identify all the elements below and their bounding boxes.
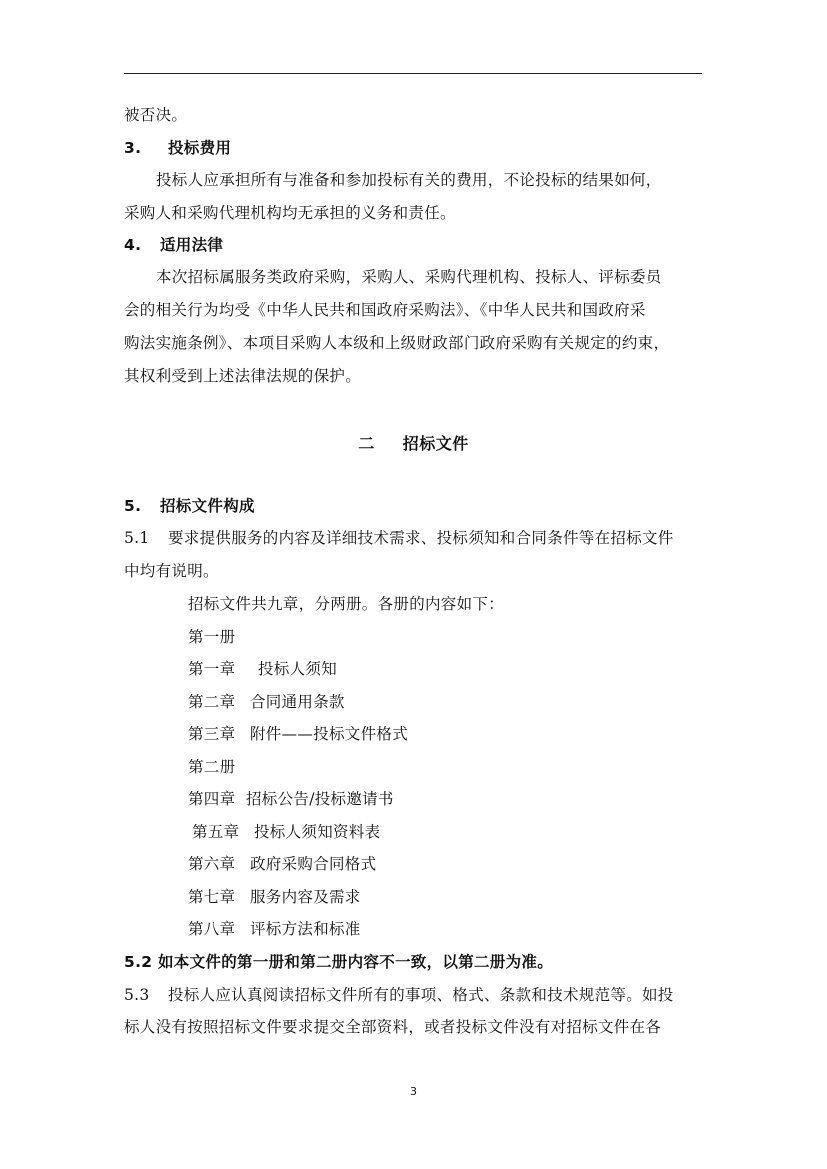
continued-text: 被否决。 [124, 106, 188, 124]
chapter-item: 第一章 投标人须知 [188, 660, 338, 678]
section-number: 5. [124, 497, 142, 515]
page-number: 3 [410, 1085, 417, 1098]
chapter-item: 第六章 政府采购合同格式 [188, 855, 377, 873]
section-4-paragraph-line-3: 购法实施条例》、本项目采购人本级和上级财政部门政府采购有关规定的约束， [124, 334, 670, 352]
composition-intro: 招标文件共九章，分两册。各册的内容如下： [188, 595, 505, 613]
section-5-heading [124, 496, 255, 516]
section-3-heading [124, 138, 231, 158]
chapter-item: 第五章 投标人须知资料表 [192, 823, 381, 841]
item-5-2: 5.2 如本文件的第一册和第二册内容不一致，以第二册为准。 [124, 953, 554, 971]
chapter-item: 第七章 服务内容及需求 [188, 888, 361, 906]
section-3-paragraph-line-1: 投标人应承担所有与准备和参加投标有关的费用，不论投标的结果如何， [156, 171, 662, 189]
header-rule [124, 73, 702, 74]
section-number: 4. [124, 236, 142, 254]
item-number: 5.3 [124, 986, 150, 1004]
item-number: 5.1 [124, 529, 150, 547]
chapter-item: 第四章 招标公告/投标邀请书 [188, 790, 394, 808]
section-title: 投标费用 [168, 139, 232, 157]
section-title: 招标文件构成 [160, 497, 255, 515]
section-title: 适用法律 [160, 236, 224, 254]
item-number: 5.2 [124, 953, 153, 971]
part-heading [0, 431, 827, 454]
item-5-3-line-1: 5.3 投标人应认真阅读招标文件所有的事项、格式、条款和技术规范等。如投 [124, 986, 674, 1004]
section-4-paragraph-line-4: 其权利受到上述法律法规的保护。 [124, 367, 362, 385]
section-3-paragraph-line-2: 采购人和采购代理机构均无承担的义务和责任。 [124, 204, 456, 222]
chapter-item: 第三章 附件——投标文件格式 [188, 725, 409, 743]
item-5-1-line-1: 5.1 要求提供服务的内容及详细技术需求、投标须知和合同条件等在招标文件 [124, 529, 674, 547]
part-title: 招标文件 [402, 434, 469, 453]
chapter-item: 第八章 评标方法和标准 [188, 920, 361, 938]
part-numeral: 二 [358, 434, 375, 453]
item-5-1-line-2: 中均有说明。 [124, 562, 219, 580]
item-5-3-line-2: 标人没有按照招标文件要求提交全部资料，或者投标文件没有对招标文件在各 [124, 1018, 662, 1036]
chapter-item: 第二章 合同通用条款 [188, 693, 345, 711]
section-4-paragraph-line-2: 会的相关行为均受《中华人民共和国政府采购法》、《中华人民共和国政府采 [124, 301, 646, 319]
section-4-paragraph-line-1: 本次招标属服务类政府采购，采购人、采购代理机构、投标人、评标委员 [156, 268, 662, 286]
volume-2-label: 第二册 [188, 758, 236, 776]
section-number: 3. [124, 139, 142, 157]
volume-1-label: 第一册 [188, 628, 236, 646]
section-4-heading [124, 235, 223, 255]
